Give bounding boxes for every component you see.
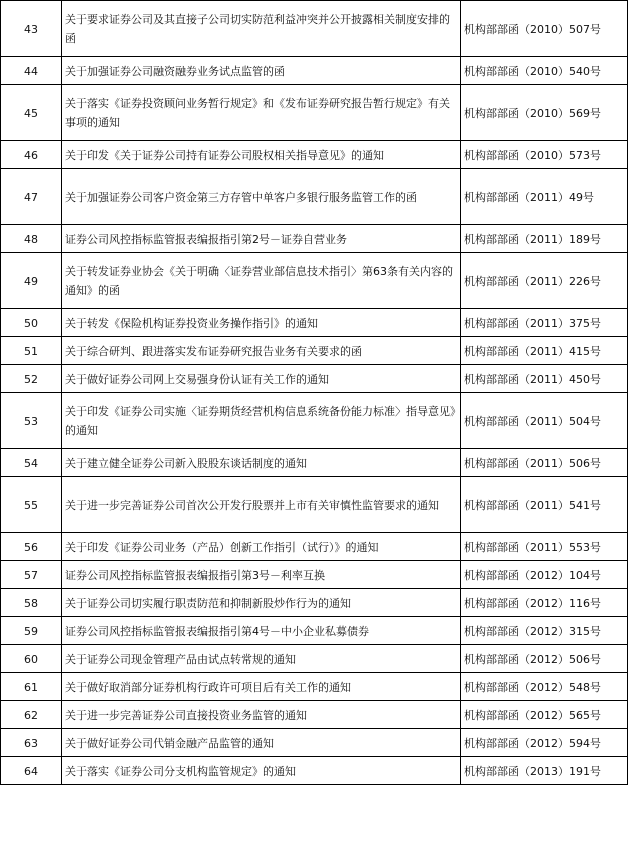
document-reference: 机构部部函（2011）49号 [461, 169, 628, 225]
document-reference: 机构部部函（2011）450号 [461, 365, 628, 393]
table-row [1, 337, 628, 365]
table-row [1, 169, 628, 225]
table-row [1, 57, 628, 85]
document-reference: 机构部部函（2011）553号 [461, 533, 628, 561]
row-number: 64 [1, 757, 62, 785]
document-title: 证券公司风控指标监管报表编报指引第2号－证券自营业务 [62, 225, 461, 253]
document-title: 关于加强证券公司客户资金第三方存管中单客户多银行服务监管工作的函 [62, 169, 461, 225]
row-number: 45 [1, 85, 62, 141]
document-reference: 机构部部函（2011）504号 [461, 393, 628, 449]
row-number: 51 [1, 337, 62, 365]
document-reference: 机构部部函（2010）569号 [461, 85, 628, 141]
document-reference: 机构部部函（2012）565号 [461, 701, 628, 729]
document-title: 关于进一步完善证券公司直接投资业务监管的通知 [62, 701, 461, 729]
document-title: 证券公司风控指标监管报表编报指引第3号－利率互换 [62, 561, 461, 589]
table-row [1, 589, 628, 617]
row-number: 52 [1, 365, 62, 393]
document-reference: 机构部部函（2012）104号 [461, 561, 628, 589]
row-number: 56 [1, 533, 62, 561]
document-reference: 机构部部函（2010）573号 [461, 141, 628, 169]
document-reference: 机构部部函（2010）507号 [461, 1, 628, 57]
row-number: 55 [1, 477, 62, 533]
row-number: 49 [1, 253, 62, 309]
document-reference: 机构部部函（2010）540号 [461, 57, 628, 85]
document-title: 关于加强证券公司融资融券业务试点监管的函 [62, 57, 461, 85]
row-number: 44 [1, 57, 62, 85]
table-row [1, 141, 628, 169]
document-title: 关于综合研判、跟进落实发布证券研究报告业务有关要求的函 [62, 337, 461, 365]
document-reference: 机构部部函（2012）594号 [461, 729, 628, 757]
document-reference: 机构部部函（2011）375号 [461, 309, 628, 337]
table-row [1, 729, 628, 757]
document-reference: 机构部部函（2012）315号 [461, 617, 628, 645]
table-row [1, 701, 628, 729]
table-row [1, 253, 628, 309]
table-row [1, 225, 628, 253]
table-row [1, 85, 628, 141]
table-row [1, 1, 628, 57]
row-number: 54 [1, 449, 62, 477]
document-title: 关于落实《证券投资顾问业务暂行规定》和《发布证券研究报告暂行规定》有关事项的通知 [62, 85, 461, 141]
document-reference: 机构部部函（2012）116号 [461, 589, 628, 617]
table-row [1, 449, 628, 477]
document-reference: 机构部部函（2011）415号 [461, 337, 628, 365]
table-row [1, 365, 628, 393]
table-row [1, 617, 628, 645]
row-number: 48 [1, 225, 62, 253]
table-row [1, 533, 628, 561]
document-title: 关于印发《关于证券公司持有证券公司股权相关指导意见》的通知 [62, 141, 461, 169]
document-title: 证券公司风控指标监管报表编报指引第4号－中小企业私募债券 [62, 617, 461, 645]
document-title: 关于建立健全证券公司新入股股东谈话制度的通知 [62, 449, 461, 477]
document-title: 关于证券公司现金管理产品由试点转常规的通知 [62, 645, 461, 673]
document-title: 关于印发《证券公司实施〈证券期货经营机构信息系统备份能力标准〉指导意见》的通知 [62, 393, 461, 449]
document-reference: 机构部部函（2012）548号 [461, 673, 628, 701]
document-title: 关于做好证券公司网上交易强身份认证有关工作的通知 [62, 365, 461, 393]
row-number: 46 [1, 141, 62, 169]
table-row [1, 393, 628, 449]
row-number: 57 [1, 561, 62, 589]
row-number: 53 [1, 393, 62, 449]
document-title: 关于转发《保险机构证券投资业务操作指引》的通知 [62, 309, 461, 337]
table-row [1, 645, 628, 673]
document-title: 关于印发《证券公司业务（产品）创新工作指引（试行）》的通知 [62, 533, 461, 561]
document-reference: 机构部部函（2011）189号 [461, 225, 628, 253]
document-reference: 机构部部函（2011）506号 [461, 449, 628, 477]
document-reference: 机构部部函（2013）191号 [461, 757, 628, 785]
row-number: 61 [1, 673, 62, 701]
document-title: 关于落实《证券公司分支机构监管规定》的通知 [62, 757, 461, 785]
table-row [1, 477, 628, 533]
table-row [1, 309, 628, 337]
row-number: 43 [1, 1, 62, 57]
document-title: 关于转发证券业协会《关于明确〈证券营业部信息技术指引〉第63条有关内容的通知》的函 [62, 253, 461, 309]
row-number: 50 [1, 309, 62, 337]
row-number: 58 [1, 589, 62, 617]
row-number: 60 [1, 645, 62, 673]
document-title: 关于要求证券公司及其直接子公司切实防范利益冲突并公开披露相关制度安排的函 [62, 1, 461, 57]
document-title: 关于证券公司切实履行职责防范和抑制新股炒作行为的通知 [62, 589, 461, 617]
document-title: 关于进一步完善证券公司首次公开发行股票并上市有关审慎性监管要求的通知 [62, 477, 461, 533]
row-number: 47 [1, 169, 62, 225]
document-title: 关于做好取消部分证券机构行政许可项目后有关工作的通知 [62, 673, 461, 701]
row-number: 62 [1, 701, 62, 729]
document-reference: 机构部部函（2011）226号 [461, 253, 628, 309]
row-number: 63 [1, 729, 62, 757]
document-reference: 机构部部函（2012）506号 [461, 645, 628, 673]
document-reference: 机构部部函（2011）541号 [461, 477, 628, 533]
document-title: 关于做好证券公司代销金融产品监管的通知 [62, 729, 461, 757]
row-number: 59 [1, 617, 62, 645]
table-row [1, 561, 628, 589]
table-row [1, 673, 628, 701]
table-row [1, 757, 628, 785]
